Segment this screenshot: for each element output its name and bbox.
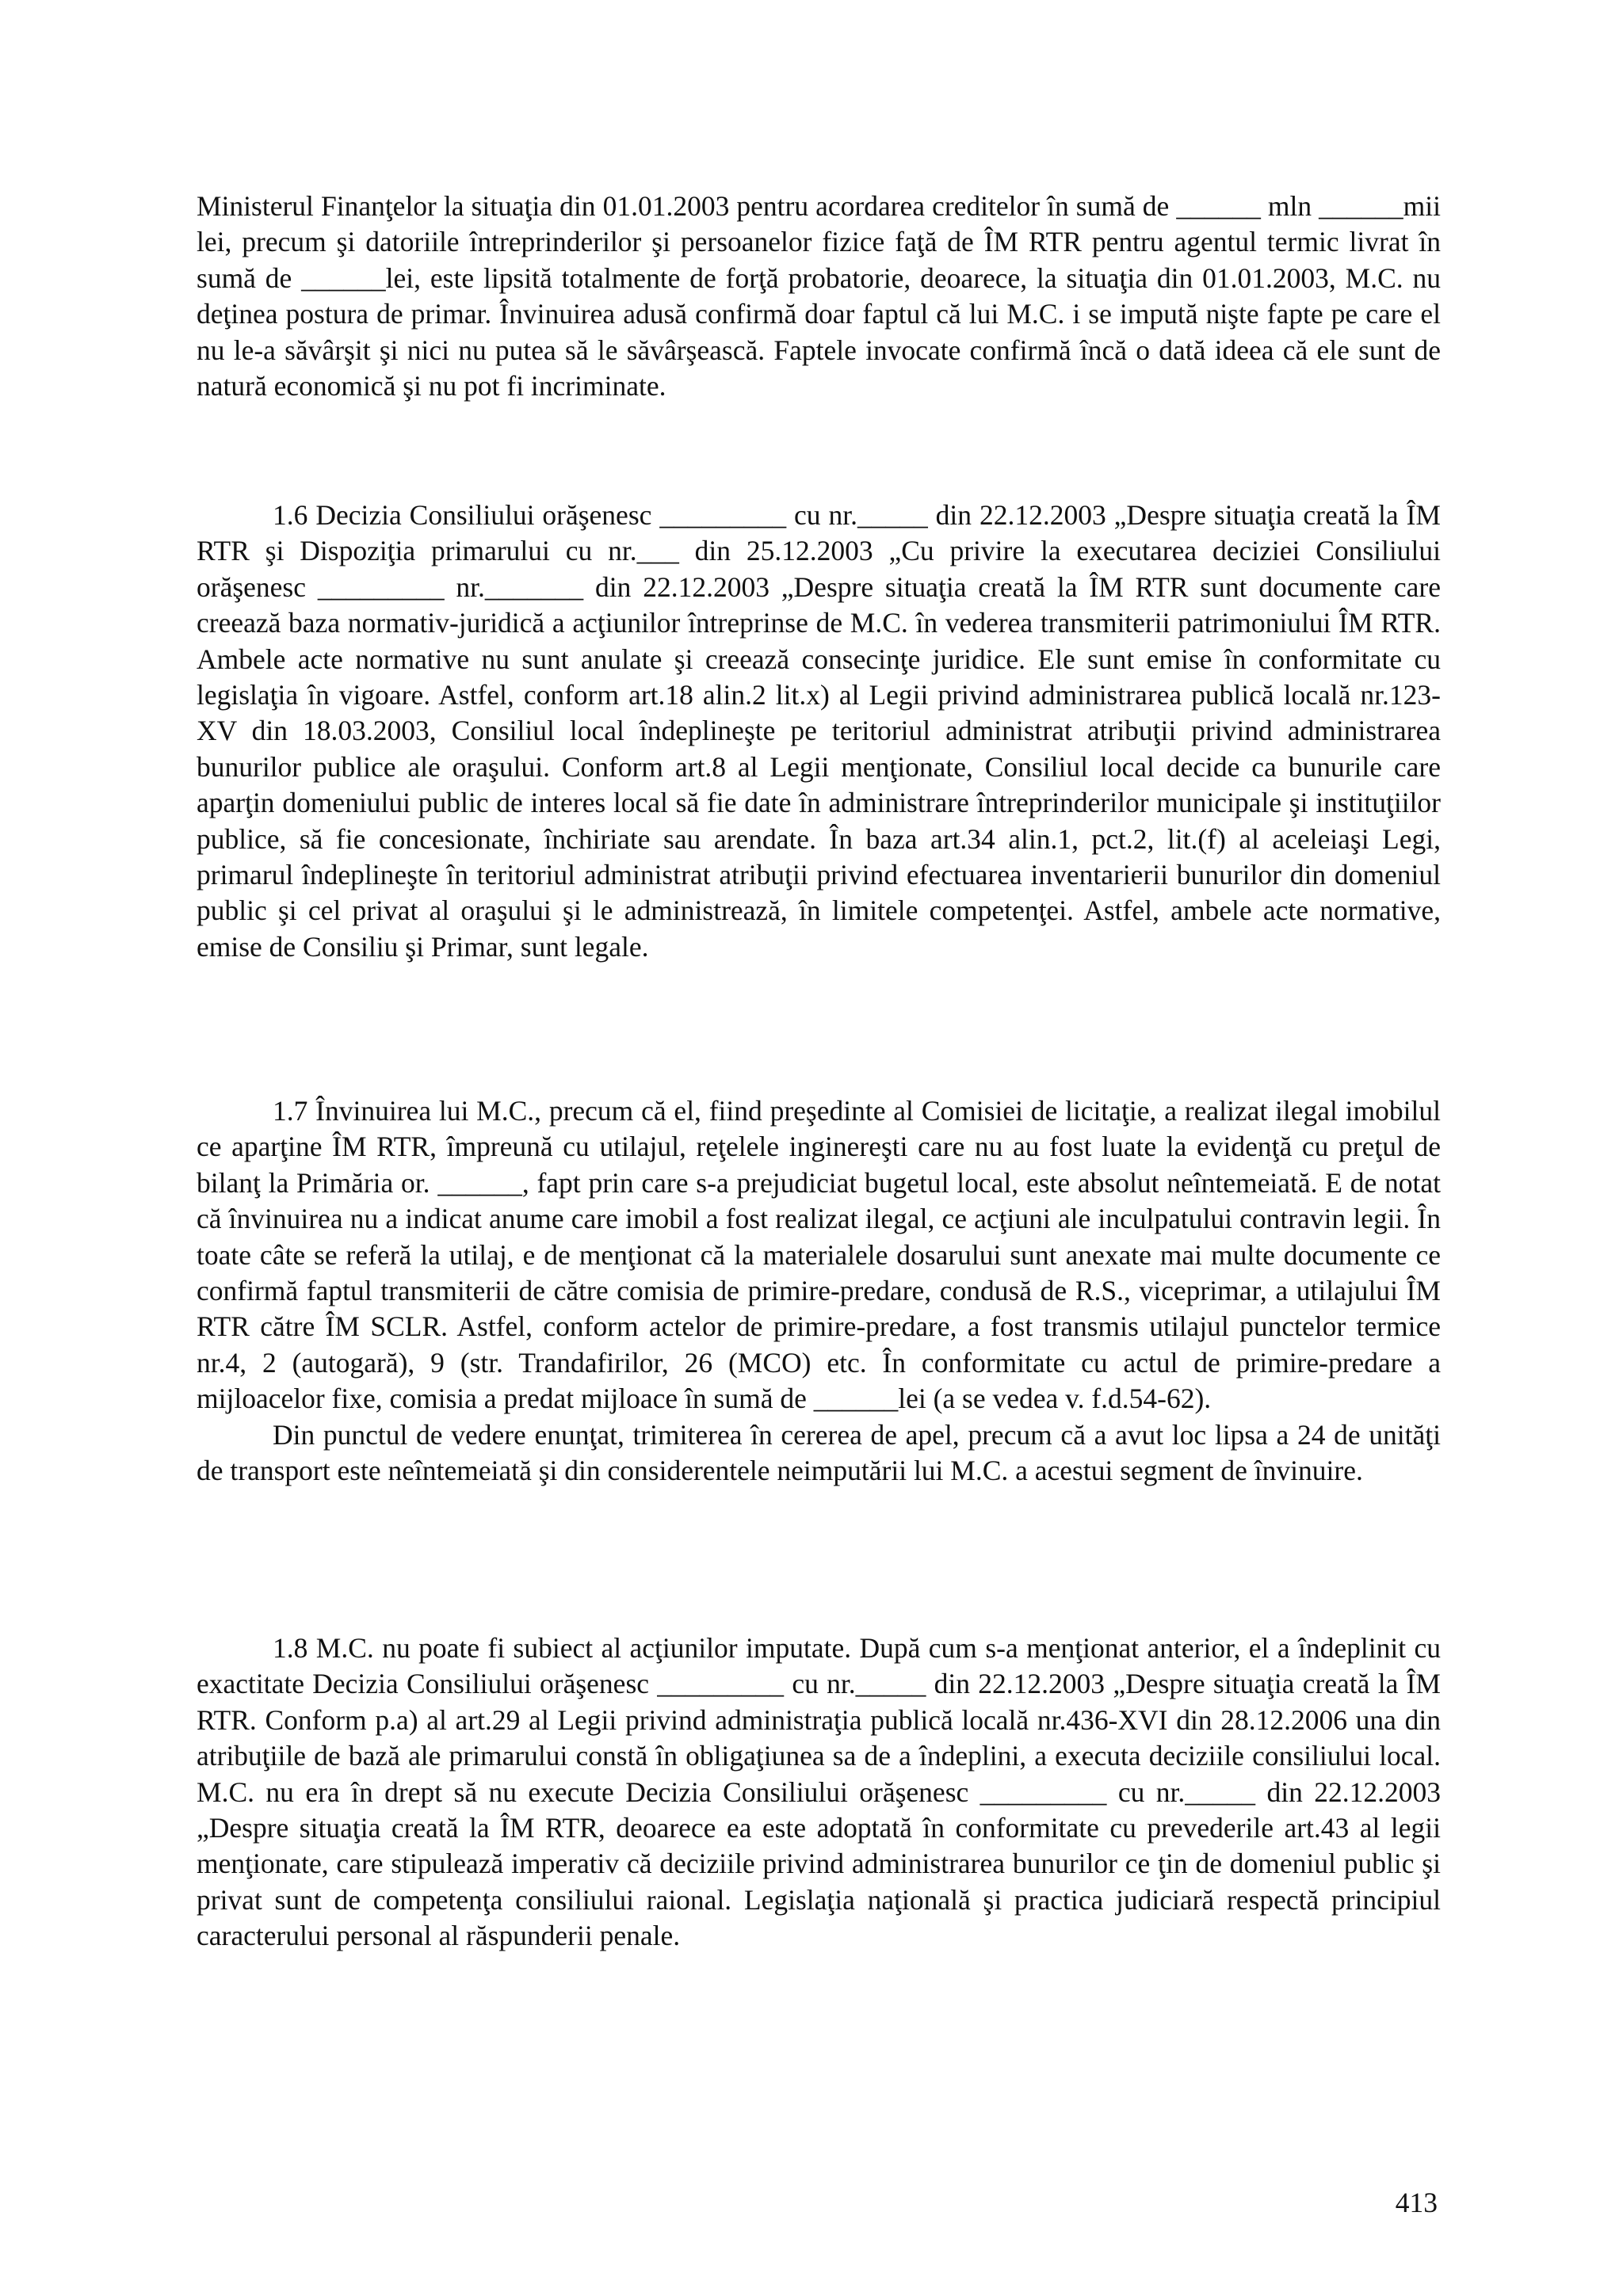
continued-paragraph-block: [197, 189, 1441, 404]
paragraph-continuation: Ministerul Finanţelor la situaţia din 01.01.2003 pentru acordarea creditelor în sumă de ______ mln ______mii lei, precum şi datoriile întreprinderilor şi persoanelor fizice faţă de ÎM RTR pentru agentul termic livrat în sumă de ______lei, este lipsită totalmente de forţă probatorie, deoarece, la situaţia din 01.01.2003, M.C. nu deţinea postura de primar. Învinuirea adusă confirmă doar faptul că lui M.C. i se impută nişte fapte pe care el nu le-a săvârşit şi nici nu putea să le săvârşească. Faptele invocate confirmă încă o dată ideea că ele sunt de natură economică şi nu pot fi incriminate.: [197, 190, 1441, 402]
paragraph-1-7-followup: Din punctul de vedere enunţat, trimiterea în cererea de apel, precum că a avut loc lipsa a 24 de unităţi de transport este neîntemeiată şi din considerentele neimputării lui M.C. a acestui segment de învinuire.: [197, 1418, 1441, 1487]
paragraph-1-6: 1.6 Decizia Consiliului orăşenesc _________ cu nr._____ din 22.12.2003 „Despre situaţia creată la ÎM RTR şi Dispoziţia primarului cu nr.___ din 25.12.2003 „Cu privire la executarea deciziei Consiliului orăşenesc _________ nr._______ din 22.12.2003 „Despre situaţia creată la ÎM RTR sunt documente care creează baza normativ-juridică a acţiunilor întreprinse de M.C. în vederea transmiterii patrimoniului ÎM RTR. Ambele acte normative nu sunt anulate şi creează consecinţe juridice. Ele sunt emise în conformitate cu legislaţia în vigoare. Astfel, conform art.18 alin.2 lit.x) al Legii privind administrarea publică locală nr.123-XV din 18.03.2003, Consiliul local îndeplineşte pe teritoriul administrat atribuţii privind administrarea bunurilor publice ale oraşului. Conform art.8 al Legii menţionate, Consiliul local decide ca bunurile care aparţin domeniului public de interes local să fie date în administrare întreprinderilor municipale şi instituţiilor publice, să fie concesionate, închiriate sau arendate. În baza art.34 alin.1, pct.2, lit.(f) al aceleiaşi Legi, primarul îndeplineşte în teritoriul administrat atribuţii privind efectuarea inventarierii bunurilor din domeniul public şi cel privat al oraşului şi le administrează, în limitele competenţei. Astfel, ambele acte normative, emise de Consiliu şi Primar, sunt legale.: [197, 499, 1441, 963]
section-1-6-block: [197, 498, 1441, 965]
page-number: 413: [1395, 2187, 1438, 2218]
section-1-7-block: [197, 1093, 1441, 1489]
paragraph-1-8: 1.8 M.C. nu poate fi subiect al acţiunilor imputate. După cum s-a menţionat anterior, el a îndeplinit cu exactitate Decizia Consiliului orăşenesc _________ cu nr._____ din 22.12.2003 „Despre situaţia creată la ÎM RTR. Conform p.a) al art.29 al Legii privind administraţia publică locală nr.436-XVI din 28.12.2006 una din atribuţiile de bază ale primarului constă în obligaţiunea sa de a îndeplini, a executa deciziile consiliului local. M.C. nu era în drept să nu execute Decizia Consiliului orăşenesc _________ cu nr._____ din 22.12.2003 „Despre situaţia creată la ÎM RTR, deoarece ea este adoptată în conformitate cu prevederile art.43 al legii menţionate, care stipulează imperativ că deciziile privind administrarea bunurilor ce ţin de domeniul public şi privat sunt de competenţa consiliului raional. Legislaţia naţională şi practica judiciară respectă principiul caracterului personal al răspunderii penale.: [197, 1632, 1441, 1952]
paragraph-1-7: 1.7 Învinuirea lui M.C., precum că el, fiind preşedinte al Comisiei de licitaţie, a realizat ilegal imobilul ce aparţine ÎM RTR, împreună cu utilajul, reţelele inginereşti care nu au fost luate la evidenţă cu preţul de bilanţ la Primăria or. ______, fapt prin care s-a prejudiciat bugetul local, este absolut neîntemeiată. E de notat că învinuirea nu a indicat anume care imobil a fost realizat ilegal, ce acţiuni ale inculpatului contravin legii. În toate câte se referă la utilaj, e de menţionat că la materialele dosarului sunt anexate mai multe documente ce confirmă faptul transmiterii de către comisia de primire-predare, condusă de R.S., viceprimar, a utilajului ÎM RTR către ÎM SCLR. Astfel, conform actelor de primire-predare, a fost transmis utilajul punctelor termice nr.4, 2 (autogară), 9 (str. Trandafirilor, 26 (MCO) etc. În conformitate cu actul de primire-predare a mijloacelor fixe, comisia a predat mijloace în sumă de ______lei (a se vedea v. f.d.54-62).: [197, 1095, 1441, 1415]
section-1-8-block: [197, 1630, 1441, 1955]
